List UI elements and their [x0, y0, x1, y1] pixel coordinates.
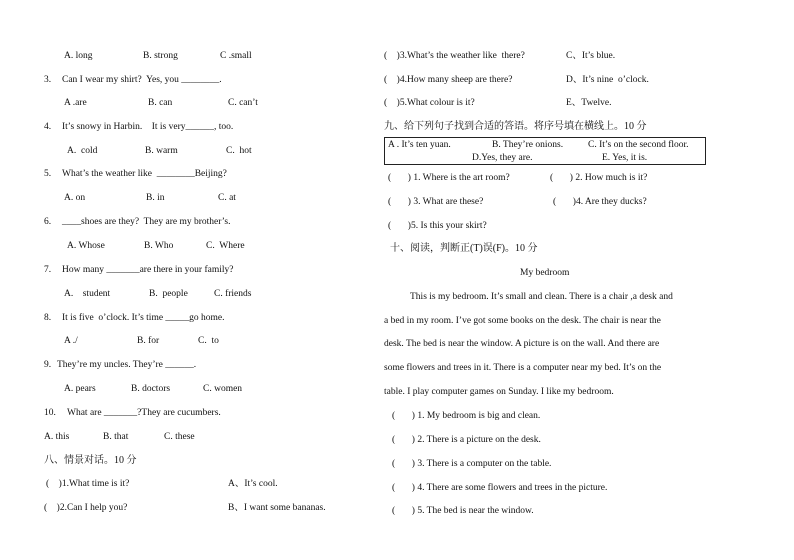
q5-option-c: C. at	[218, 193, 236, 203]
q9-option-b: B. doctors	[131, 384, 171, 394]
q9-number: 9.	[44, 360, 52, 370]
q4-number: 4.	[44, 122, 52, 132]
dialog-question-5: ( )5.What colour is it?	[384, 98, 475, 108]
q4-option-a: A. cold	[67, 146, 98, 156]
section8-title: 八、情景对话。10 分	[44, 455, 137, 466]
q10-option-b: B. that	[103, 432, 129, 442]
dialog-answer-d: D、It’s nine o’clock.	[566, 75, 649, 85]
q5-number: 5.	[44, 169, 52, 179]
q9-text: They’re my uncles. They’re ______.	[57, 360, 197, 370]
q5-text: What’s the weather like ________Beijing?	[62, 169, 227, 179]
tf-statement-4: ( ) 4. There are some flowers and trees in the picture.	[392, 483, 608, 493]
q4-option-c: C. hot	[226, 146, 252, 156]
q6-option-c: C. Where	[206, 241, 245, 251]
match-question-4: ( )4. Are they ducks?	[553, 197, 647, 207]
match-question-3: ( ) 3. What are these?	[388, 197, 484, 207]
passage-line: table. I play computer games on Sunday. I like my bedroom.	[384, 387, 614, 397]
tf-statement-2: ( ) 2. There is a picture on the desk.	[392, 435, 541, 445]
q10-text: What are _______?They are cucumbers.	[67, 408, 221, 418]
q10-option-a: A. this	[44, 432, 70, 442]
section9-title: 九、给下列句子找到合适的答语。将序号填在横线上。10 分	[384, 121, 647, 132]
q6-text: ____shoes are they? They are my brother’s.	[62, 217, 231, 227]
q7-text: How many _______are there in your family?	[62, 265, 234, 275]
dialog-question-2: ( )2.Can I help you?	[44, 503, 128, 513]
q4-text: It’s snowy in Harbin. It is very______, too.	[62, 122, 234, 132]
dialog-answer-b: B、I want some bananas.	[228, 503, 326, 513]
q8-number: 8.	[44, 313, 52, 323]
q7-option-c: C. friends	[214, 289, 252, 299]
q3-text: Can I wear my shirt? Yes, you ________.	[62, 75, 222, 85]
q3-option-a: A .are	[64, 98, 87, 108]
q2-option-b: B. strong	[143, 51, 178, 61]
q7-number: 7.	[44, 265, 52, 275]
answer-option-b: B. They’re onions.	[492, 140, 564, 150]
q3-number: 3.	[44, 75, 52, 85]
dialog-question-1: ( )1.What time is it?	[46, 479, 130, 489]
passage-line: desk. The bed is near the window. A picture is on the wall. And there are	[384, 339, 660, 349]
q3-option-b: B. can	[148, 98, 173, 108]
answer-option-a: A . It’s ten yuan.	[388, 140, 451, 150]
passage-line: This is my bedroom. It’s small and clean. There is a chair ,a desk and	[410, 292, 673, 302]
q7-option-a: A. student	[64, 289, 111, 299]
answer-option-d: D.Yes, they are.	[472, 153, 533, 163]
q8-text: It is five o’clock. It’s time _____go home.	[62, 313, 225, 323]
dialog-answer-e: E、Twelve.	[566, 98, 612, 108]
q2-option-c: C .small	[220, 51, 252, 61]
q8-option-a: A ./	[64, 336, 78, 346]
q6-number: 6.	[44, 217, 52, 227]
passage-line: a bed in my room. I’ve got some books on the desk. The chair is near the	[384, 316, 661, 326]
dialog-answer-c: C、It’s blue.	[566, 51, 616, 61]
q2-option-a: A. long	[64, 51, 93, 61]
q8-option-b: B. for	[137, 336, 160, 346]
q6-option-b: B. Who	[144, 241, 174, 251]
q3-option-c: C. can’t	[228, 98, 258, 108]
answer-option-e: E. Yes, it is.	[602, 153, 648, 163]
match-question-5: ( )5. Is this your skirt?	[388, 221, 487, 231]
q5-option-a: A. on	[64, 193, 86, 203]
dialog-answer-a: A、It’s cool.	[228, 479, 278, 489]
q10-number: 10.	[44, 408, 56, 418]
q9-option-c: C. women	[203, 384, 243, 394]
q4-option-b: B. warm	[145, 146, 178, 156]
q7-option-b: B. people	[149, 289, 188, 299]
tf-statement-3: ( ) 3. There is a computer on the table.	[392, 459, 552, 469]
dialog-question-4: ( )4.How many sheep are there?	[384, 75, 513, 85]
match-question-2: ( ) 2. How much is it?	[550, 173, 648, 183]
q10-option-c: C. these	[164, 432, 195, 442]
q6-option-a: A. Whose	[67, 241, 105, 251]
passage-title: My bedroom	[520, 268, 570, 278]
q9-option-a: A. pears	[64, 384, 96, 394]
tf-statement-1: ( ) 1. My bedroom is big and clean.	[392, 411, 541, 421]
section10-title: 十、阅读，判断正(T)误(F)。10 分	[390, 243, 538, 254]
match-question-1: ( ) 1. Where is the art room?	[388, 173, 510, 183]
dialog-question-3: ( )3.What’s the weather like there?	[384, 51, 525, 61]
q5-option-b: B. in	[146, 193, 165, 203]
tf-statement-5: ( ) 5. The bed is near the window.	[392, 506, 534, 516]
q8-option-c: C. to	[198, 336, 219, 346]
passage-line: some flowers and trees in it. There is a computer near my bed. It’s on the	[384, 363, 662, 373]
answer-option-c: C. It’s on the second floor.	[588, 140, 689, 150]
